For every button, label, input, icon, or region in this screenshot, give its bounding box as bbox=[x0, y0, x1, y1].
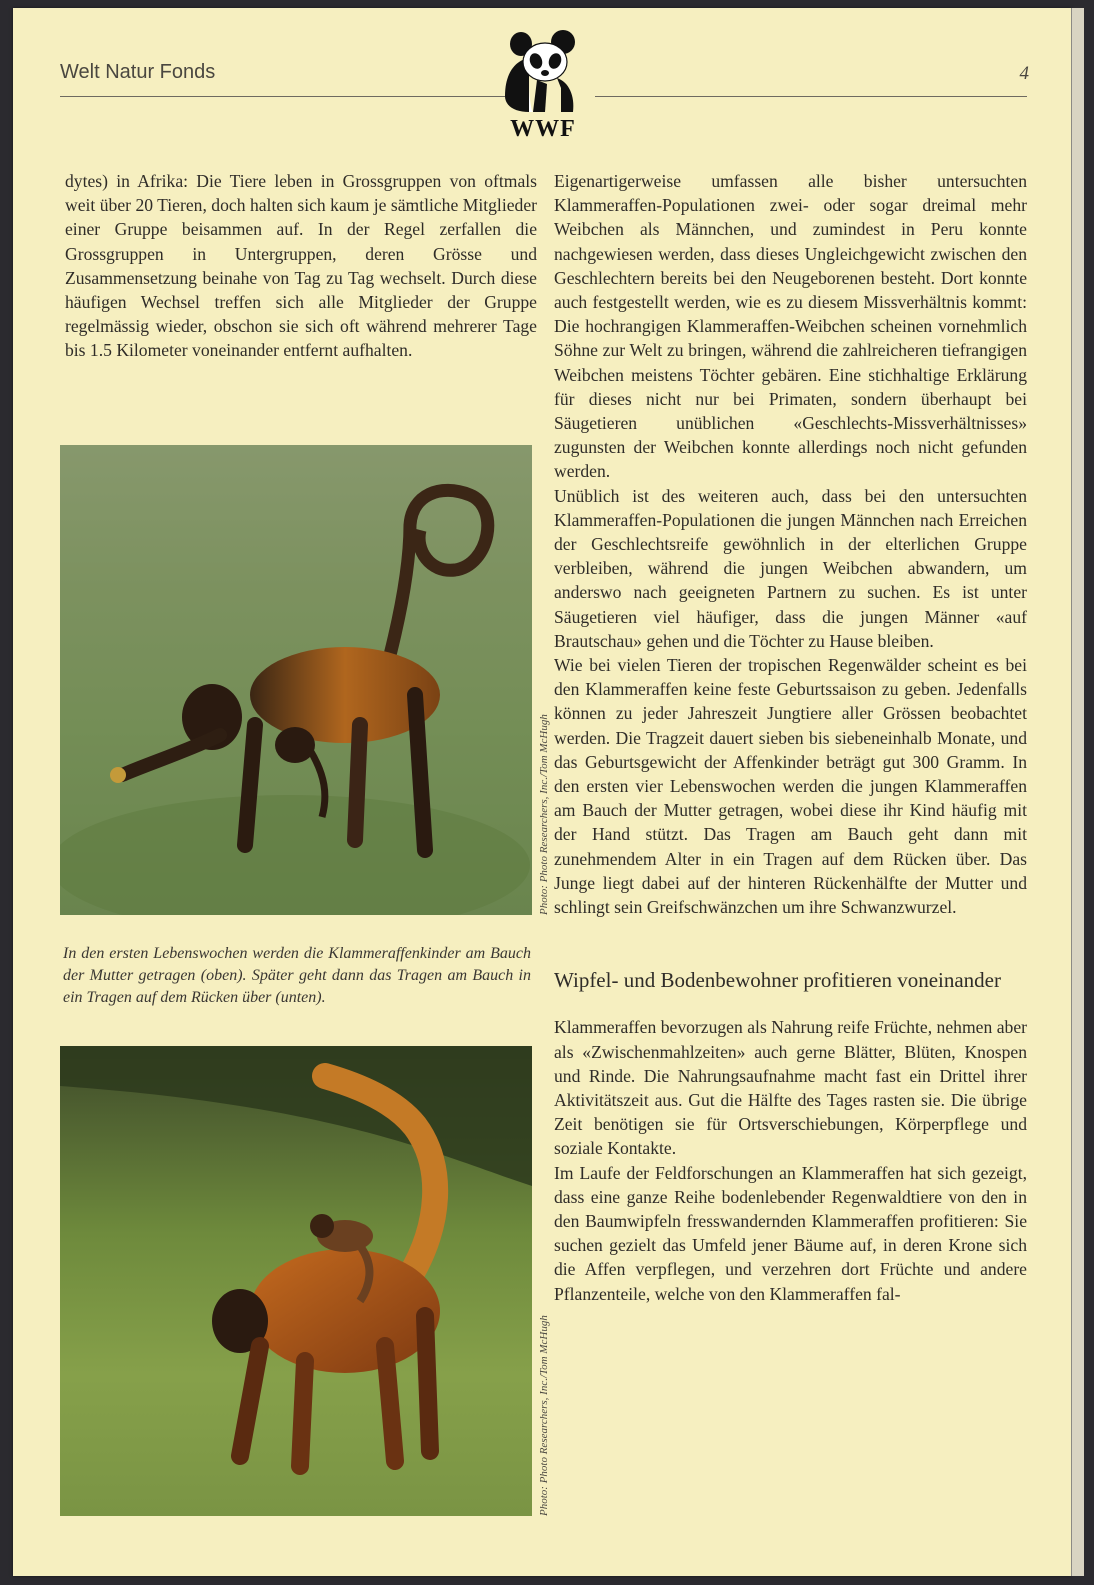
logo-text: WWF bbox=[510, 116, 576, 142]
header-rule-left bbox=[60, 96, 505, 97]
page-edge bbox=[1071, 8, 1084, 1576]
header-title: Welt Natur Fonds bbox=[60, 61, 216, 83]
page-number: 4 bbox=[1019, 63, 1029, 84]
photo-credit-2: Photo: Photo Researchers, Inc./Tom McHugh bbox=[538, 1315, 550, 1516]
right-paragraph-5: Im Laufe der Feldforschungen an Klammeraffen hat sich gezeigt, dass eine ganze Reihe bodenlebender Regenwaldtiere von den in den Baumwipfeln fresswandernden Klammeraffen profitieren: Sie suchen gezielt das Umfeld jener Bäume auf, in deren Krone sich die Affen verpflegen, und verzehren dort Früchte und andere Pflanzenteile, welche von den Klammeraffen fal- bbox=[554, 1162, 1027, 1304]
photo-monkey-carrying-back bbox=[60, 1046, 532, 1516]
photo-monkey-carrying-belly bbox=[60, 445, 532, 915]
photo-credit-1: Photo: Photo Researchers, Inc./Tom McHugh bbox=[538, 714, 550, 915]
left-paragraph: dytes) in Afrika: Die Tiere leben in Grossgruppen von oftmals weit über 20 Tieren, doch halten sich kaum je sämtliche Mitglieder einer Gruppe beisammen auf. In der Regel zerfallen die Grossgruppen in Untergruppen, deren Grösse und Zusammensetzung beinahe von Tag zu Tag wechselt. Durch diese häufigen Wechsel treffen sich alle Mitglieder der Gruppe regelmässig wieder, obschon sie sich oft während mehrerer Tage bis 1.5 Kilometer voneinander entfernt aufhalten. bbox=[65, 171, 537, 361]
panda-icon bbox=[499, 26, 587, 118]
right-paragraph-4: Klammeraffen bevorzugen als Nahrung reife Früchte, nehmen aber als «Zwischenmahlzeiten» auch gerne Blätter, Blüten, Knospen und Rinde. Die Nahrungsaufnahme macht fast ein Drittel ihrer Aktivitätszeit aus. Gut die Hälfte des Tages rasten sie. Die übrige Zeit benötigen sie für Ortsverschiebungen, Körperpflege und soziale Kontakte. bbox=[554, 1017, 1027, 1159]
header-rule-right bbox=[595, 96, 1027, 97]
right-paragraph-1: Eigenartigerweise umfassen alle bisher untersuchten Klammeraffen-Populationen zwei- oder sogar dreimal mehr Weibchen als Männchen, und zumindest in Peru konnte nachgewiesen werden, dass dieses Ungleichgewicht zwischen den Geschlechtern bereits bei den Neugeborenen besteht. Dort konnte auch festgestellt werden, wie es zu diesem Missverhältnis kommt: Die hochrangigen Klammeraffen-Weibchen scheinen vornehmlich Söhne zur Welt zu bringen, während die zahlreicheren tiefrangigen Weibchen meistens Töchter gebären. Eine stichhaltige Erklärung für dieses nicht nur bei Primaten, sondern überhaupt bei Säugetieren unüblichen «Geschlechts-Missverhältnisses» zugunsten der Weibchen konnte allerdings noch nicht gefunden werden. bbox=[554, 171, 1027, 482]
right-column bbox=[554, 169, 1027, 1306]
right-paragraph-3: Wie bei vielen Tieren der tropischen Regenwälder scheint es bei den Klammeraffen keine feste Geburtssaison zu geben. Jedenfalls können zu jeder Jahreszeit Jungtiere aller Grössen beobachtet werden. Die Tragzeit dauert sieben bis siebeneinhalb Monate, und das Geburtsgewicht der Affenkinder beträgt gut 300 Gramm. In den ersten vier Lebenswochen werden die jungen Klammeraffen am Bauch der Mutter getragen, wobei diese ihr Kind häufig mit der Hand stützt. Das Tragen am Bauch geht dann mit zunehmendem Alter in ein Tragen auf dem Rücken über. Das Junge liegt dabei auf der hinteren Rückenhälfte der Mutter und schlingt sein Greifschwänzchen um ihre Schwanzwurzel. bbox=[554, 655, 1027, 918]
right-paragraph-2: Unüblich ist des weiteren auch, dass bei den untersuchten Klammeraffen-Populationen die jungen Männchen nach Erreichen der Geschlechtsreife gewöhnlich in der elterlichen Gruppe verbleiben, während die jungen Weibchen abwandern, um anderswo nach geeigneten Partnern zu suchen. Es ist unter Säugetieren viel häufiger, dass die jungen Männer «auf Brautschau» gehen und die Töchter zu Hause bleiben. bbox=[554, 485, 1027, 651]
photo-caption: In den ersten Lebenswochen werden die Klammeraffenkinder am Bauch der Mutter getragen (oben). Später geht dann das Tragen am Bauch in ein Tragen auf dem Rücken über (unten). bbox=[63, 945, 531, 1006]
section-heading: Wipfel- und Bodenbewohner profitieren voneinander bbox=[554, 968, 1001, 993]
wwf-logo bbox=[499, 26, 587, 144]
document-page bbox=[13, 8, 1071, 1576]
left-column bbox=[65, 169, 537, 363]
